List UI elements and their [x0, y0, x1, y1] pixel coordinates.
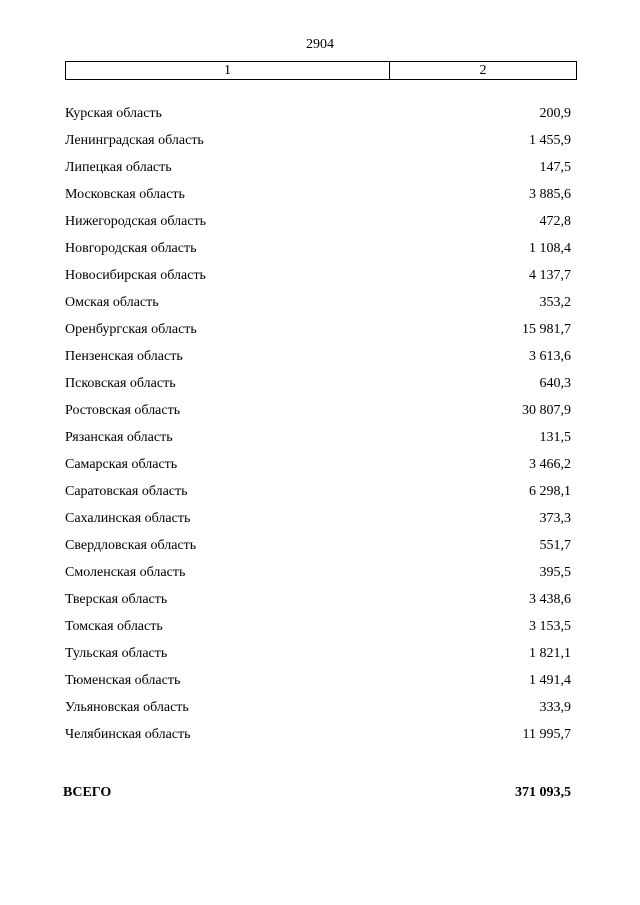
- table-row: [65, 186, 571, 213]
- table-row: [65, 267, 571, 294]
- table-row: [65, 726, 571, 753]
- region-value: 1 821,1: [529, 646, 571, 661]
- region-name: Смоленская область: [65, 565, 186, 580]
- table-row: [65, 294, 571, 321]
- table-row: [65, 375, 571, 402]
- table-row: [65, 645, 571, 672]
- region-value: 6 298,1: [529, 484, 571, 499]
- region-name: Самарская область: [65, 457, 178, 472]
- region-value: 551,7: [539, 538, 571, 553]
- table-row: [65, 618, 571, 645]
- table-row: [65, 591, 571, 618]
- column-header-2: 2: [479, 63, 487, 78]
- region-name: Тверская область: [65, 592, 168, 607]
- region-name: Тюменская область: [65, 673, 181, 688]
- region-value: 3 153,5: [529, 619, 571, 634]
- table-row: [65, 159, 571, 186]
- region-value: 1 455,9: [529, 133, 571, 148]
- region-value: 3 438,6: [529, 592, 571, 607]
- region-value: 30 807,9: [522, 403, 571, 418]
- table-row: [65, 321, 571, 348]
- column-header-table: [65, 61, 577, 80]
- region-name: Псковская область: [65, 376, 176, 391]
- region-name: Ростовская область: [65, 403, 181, 418]
- region-name: Липецкая область: [65, 160, 172, 175]
- table-row: [65, 510, 571, 537]
- table-row: [65, 456, 571, 483]
- region-name: Челябинская область: [65, 727, 191, 742]
- table-row: [65, 213, 571, 240]
- region-name: Свердловская область: [65, 538, 197, 553]
- region-name: Новгородская область: [65, 241, 197, 256]
- table-row: [65, 483, 571, 510]
- total-label: ВСЕГО: [63, 785, 112, 800]
- region-value: 4 137,7: [529, 268, 571, 283]
- region-value: 373,3: [539, 511, 571, 526]
- table-row: [65, 105, 571, 132]
- column-header-1: 1: [66, 62, 390, 79]
- region-name: Рязанская область: [65, 430, 173, 445]
- region-name: Томская область: [65, 619, 163, 634]
- region-value: 353,2: [539, 295, 571, 310]
- region-name: Новосибирская область: [65, 268, 206, 283]
- table-row: [65, 240, 571, 267]
- region-value: 1 491,4: [529, 673, 571, 688]
- table-row: [65, 429, 571, 456]
- region-name: Пензенская область: [65, 349, 183, 364]
- table-row: [65, 699, 571, 726]
- region-name: Сахалинская область: [65, 511, 191, 526]
- region-name: Нижегородская область: [65, 214, 207, 229]
- region-name: Саратовская область: [65, 484, 188, 499]
- region-name: Московская область: [65, 187, 185, 202]
- region-value: 3 466,2: [529, 457, 571, 472]
- region-name: Ленинградская область: [65, 133, 204, 148]
- table-row: [65, 132, 571, 159]
- table-row: [65, 348, 571, 375]
- region-value: 333,9: [539, 700, 571, 715]
- region-value: 131,5: [539, 430, 571, 445]
- region-value: 472,8: [539, 214, 571, 229]
- table-row: [65, 537, 571, 564]
- region-name: Ульяновская область: [65, 700, 189, 715]
- page-number: 2904: [306, 37, 334, 52]
- region-name: Оренбургская область: [65, 322, 197, 337]
- table-row: [65, 402, 571, 429]
- table-row: [65, 564, 571, 591]
- region-value: 11 995,7: [522, 727, 571, 742]
- total-value: 371 093,5: [515, 785, 571, 800]
- region-value: 3 613,6: [529, 349, 571, 364]
- region-value: 3 885,6: [529, 187, 571, 202]
- region-value: 147,5: [539, 160, 571, 175]
- region-list: [65, 105, 571, 753]
- region-value: 395,5: [539, 565, 571, 580]
- region-value: 200,9: [539, 106, 571, 121]
- region-name: Курская область: [65, 106, 162, 121]
- region-value: 15 981,7: [522, 322, 571, 337]
- region-name: Омская область: [65, 295, 159, 310]
- region-name: Тульская область: [65, 646, 168, 661]
- region-value: 640,3: [539, 376, 571, 391]
- total-row: [63, 784, 571, 802]
- table-row: [65, 672, 571, 699]
- region-value: 1 108,4: [529, 241, 571, 256]
